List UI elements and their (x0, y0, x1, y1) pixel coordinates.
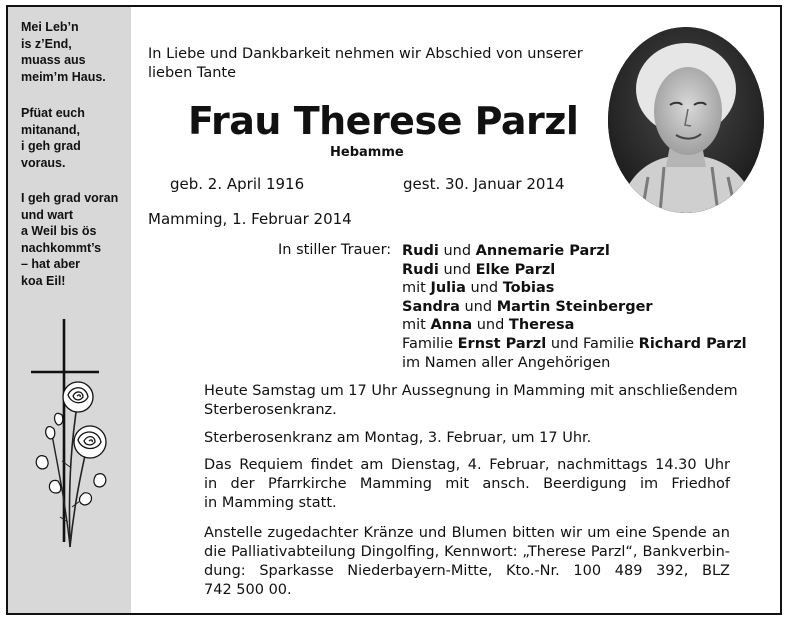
mourner-connector: und Familie (546, 335, 639, 352)
mourner-line (402, 316, 747, 335)
portrait-photo-icon (608, 27, 764, 213)
paragraph-line: in der Pfarrkirche Mamming mit ansch. Beerdigung im Friedhof (204, 476, 730, 492)
mourner-line (402, 242, 747, 261)
mourner-connector: und (438, 261, 476, 278)
verse-line: – hat aber (21, 257, 81, 271)
verse-line: koa Eil! (21, 273, 66, 288)
mourner-connector: und (438, 243, 476, 259)
mourner-line (402, 279, 747, 298)
verse-stanza-1 (21, 19, 126, 85)
mourner-connector: im Namen aller Angehörigen (402, 354, 611, 371)
verse-line: is z’End, (21, 36, 72, 51)
mourner-name: Richard Parzl (638, 335, 747, 352)
mourner-connector: und (472, 317, 509, 334)
verse-line: und wart (21, 207, 74, 222)
paragraph-line: Anstelle zugedachter Kränze und Blumen bitten wir um eine Spende an (204, 525, 730, 541)
death-date: gest. 30. Januar 2014 (403, 175, 565, 193)
verse-line: mitanand, (21, 122, 81, 137)
deceased-name: Frau Therese Parzl (188, 99, 579, 143)
mourner-name: Theresa (508, 317, 575, 334)
mourner-name: Elke Parzl (475, 261, 556, 278)
intro-line: lieben Tante (148, 65, 237, 81)
mourner-connector: mit (402, 280, 431, 297)
mourner-line (402, 354, 747, 373)
verse-line: muass aus (21, 53, 86, 67)
mourner-connector: mit (402, 317, 431, 334)
paragraph-line: dung: Sparkasse Niederbayern-Mitte, Kto.-Nr. 100 489 392, BLZ (204, 563, 730, 579)
portrait-photo (608, 27, 764, 213)
mourner-line (402, 261, 747, 280)
mourner-line (402, 335, 747, 354)
verse-line: Pfüat euch (21, 106, 85, 120)
verse-line: voraus. (21, 155, 66, 170)
mourner-name: Annemarie Parzl (475, 243, 610, 259)
blessing-paragraph (204, 382, 738, 420)
place-date: Mamming, 1. Februar 2014 (148, 210, 352, 228)
donation-paragraph (204, 524, 730, 600)
verse-line: a Weil bis ös (21, 224, 97, 238)
verse-stanza-2 (21, 105, 126, 171)
paragraph-line: Sterberosenkranz am Montag, 3. Februar, um 17 Uhr. (204, 430, 592, 446)
paragraph-line: 742 500 00. (204, 582, 292, 598)
paragraph-line: die Palliativabteilung Dingolfing, Kennwort: „Therese Parzl“, Bankverbin- (204, 544, 730, 560)
verse-line: Mei Leb’n (21, 20, 79, 34)
intro-text (148, 45, 583, 83)
verse-line: I geh grad voran (21, 191, 119, 205)
mourner-name: Tobias (502, 280, 555, 297)
verse-stanza-3 (21, 190, 126, 289)
verse-line: nachkommt’s (21, 240, 102, 255)
verse-line: meim’m Haus. (21, 69, 106, 84)
mourner-name: Sandra (402, 298, 460, 315)
mourner-connector: Familie (402, 335, 458, 352)
mourner-connector: und (465, 280, 503, 297)
mourner-connector: und (459, 298, 497, 315)
mourner-name: Ernst Parzl (457, 335, 547, 352)
intro-line: In Liebe und Dankbarkeit nehmen wir Abschied von unserer (148, 46, 583, 62)
paragraph-line: Heute Samstag um 17 Uhr Aussegnung in Mamming mit anschließendem (204, 383, 738, 399)
sidebar-panel (8, 7, 131, 613)
paragraph-line: in Mamming statt. (204, 495, 337, 511)
mourners-list (402, 242, 747, 372)
deceased-occupation: Hebamme (330, 145, 404, 160)
paragraph-line: Sterberosenkranz. (204, 402, 337, 418)
mourner-name: Anna (430, 317, 473, 334)
mourner-line (402, 298, 747, 317)
mourner-name: Rudi (402, 261, 439, 278)
cross-with-roses-icon (26, 317, 116, 607)
birth-date: geb. 2. April 1916 (170, 175, 305, 193)
mourner-name: Rudi (402, 243, 439, 259)
mourner-name: Martin Steinberger (496, 298, 653, 315)
verse-line: i geh grad (21, 139, 81, 153)
rosary-paragraph (204, 429, 730, 448)
requiem-paragraph (204, 456, 730, 513)
obituary-notice (6, 5, 782, 615)
paragraph-line: Das Requiem findet am Dienstag, 4. Februar, nachmittags 14.30 Uhr (204, 457, 730, 473)
grief-label: In stiller Trauer: (278, 242, 392, 258)
mourner-name: Julia (430, 280, 466, 297)
